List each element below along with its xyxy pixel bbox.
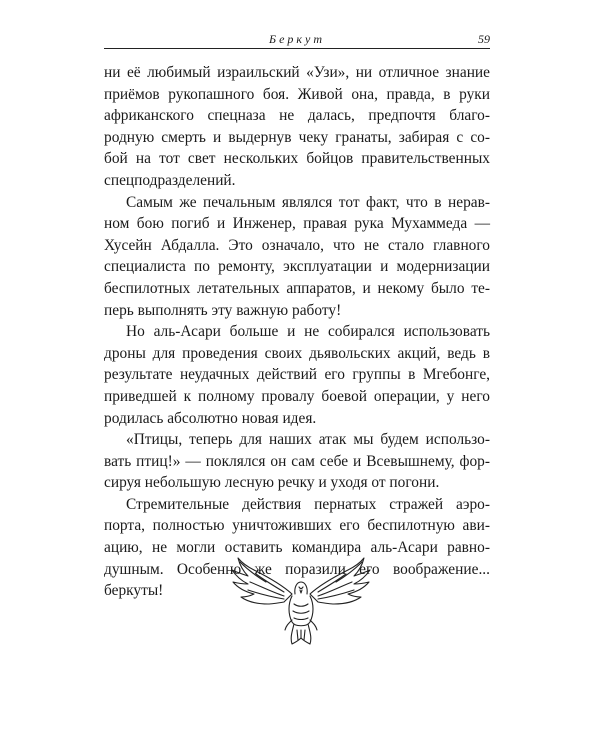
page-number: 59 <box>478 32 490 46</box>
body-text <box>104 62 490 602</box>
text-line: родную смерть и выдернув чеку гранаты, забирая с со- <box>104 128 490 146</box>
text-line: африканского спецназа не далась, предпочтя благо- <box>104 107 490 125</box>
text-line: приёмов рукопашного боя. Живой она, правда, в руки <box>104 85 490 103</box>
text-line: ацию, не могли оставить командира аль-Асари равно- <box>104 539 490 557</box>
text-line: беркуты! <box>104 582 164 600</box>
text-line: порта, полностью уничтоживших его беспилотную ави- <box>104 517 490 535</box>
text-line: Но аль-Асари больше и не собирался использовать <box>126 323 490 341</box>
text-line: сируя небольшую лесную речку и уходя от погони. <box>104 474 440 492</box>
text-line: результате неудачных действий его группы в Мгебонге, <box>104 366 490 384</box>
text-line: бой на тот свет нескольких бойцов правительственных <box>104 150 490 168</box>
text-line: ни её любимый израильский «Узи», ни отличное знание <box>104 64 490 81</box>
text-line: ном бою погиб и Инженер, правая рука Мухаммеда — <box>104 215 490 233</box>
text-line: Хусейн Абдалла. Это означало, что не стало главного <box>104 236 490 254</box>
text-line: Стремительные действия пернатых стражей аэро- <box>126 495 490 513</box>
text-line: вать птиц!» — поклялся он сам себе и Всевышнему, фор- <box>104 452 490 470</box>
running-head <box>104 32 490 49</box>
text-line: приведшей к полному провалу боевой операции, у него <box>104 387 490 405</box>
text-line: душным. Особенно же поразили его воображение... <box>104 560 490 578</box>
eagle-icon <box>226 554 376 646</box>
text-line: специалиста по ремонту, эксплуатации и модернизации <box>104 258 490 276</box>
text-line: беспилотных летательных аппаратов, и некому было те- <box>104 279 490 297</box>
text-line: родилась абсолютно новая идея. <box>104 409 317 427</box>
text-line: спецподразделений. <box>104 171 236 189</box>
text-line: перь выполнять эту важную работу! <box>104 301 342 319</box>
text-line: Самым же печальным являлся тот факт, что в нерав- <box>126 193 490 211</box>
text-line: дроны для проведения своих дьявольских акций, ведь в <box>104 344 490 362</box>
running-head-title: Беркут <box>268 32 325 46</box>
text-line: «Птицы, теперь для наших атак мы будем использо- <box>126 431 490 449</box>
